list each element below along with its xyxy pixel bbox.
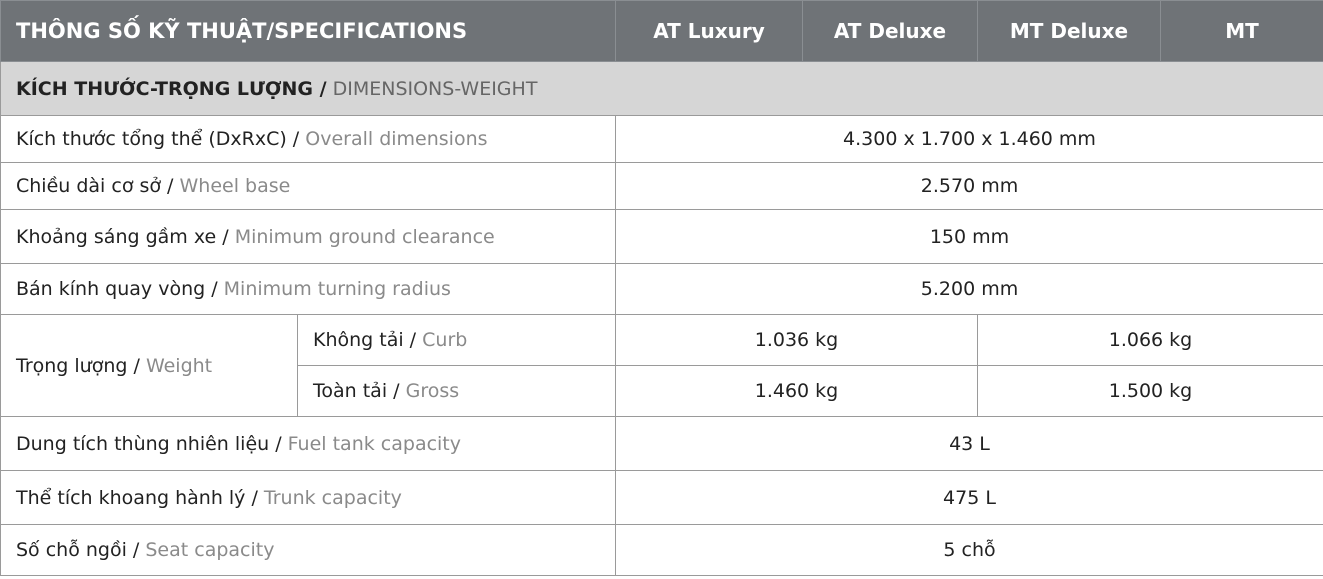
label-vi: Không tải / — [313, 329, 417, 351]
gross-value-mt: 1.500 kg — [978, 366, 1323, 417]
label-vi: Toàn tải / — [313, 380, 400, 402]
label-vi: Dung tích thùng nhiên liệu / — [16, 432, 282, 455]
label-vi: Chiều dài cơ sở / — [16, 175, 174, 197]
row-value: 5 chỗ — [616, 525, 1323, 576]
label-vi: Trọng lượng / — [16, 354, 140, 377]
table-row — [1, 264, 1323, 315]
label-vi: Khoảng sáng gầm xe / — [16, 225, 229, 248]
label-en: Weight — [145, 354, 213, 377]
row-value: 5.200 mm — [616, 264, 1323, 315]
table-row — [1, 210, 1323, 264]
row-value: 4.300 x 1.700 x 1.460 mm — [616, 116, 1323, 163]
header-row — [1, 1, 1323, 62]
row-label — [1, 210, 616, 264]
spec-title: THÔNG SỐ KỸ THUẬT/SPECIFICATIONS — [1, 1, 616, 62]
label-en: Overall dimensions — [305, 128, 488, 150]
row-value: 43 L — [616, 417, 1323, 471]
label-en: Minimum turning radius — [223, 278, 451, 300]
label-en: Minimum ground clearance — [234, 225, 495, 248]
label-en: Wheel base — [179, 175, 291, 197]
label-en: Curb — [422, 329, 468, 351]
col-at-deluxe: AT Deluxe — [803, 1, 978, 62]
section-title-vi: KÍCH THƯỚC-TRỌNG LƯỢNG / — [16, 77, 327, 100]
label-en: Trunk capacity — [263, 486, 402, 509]
curb-value-at: 1.036 kg — [616, 315, 978, 366]
section-title — [1, 62, 1323, 116]
row-value: 150 mm — [616, 210, 1323, 264]
label-en: Gross — [405, 380, 460, 402]
curb-value-mt: 1.066 kg — [978, 315, 1323, 366]
label-vi: Kích thước tổng thể (DxRxC) / — [16, 128, 300, 150]
row-label — [1, 471, 616, 525]
label-en: Seat capacity — [145, 539, 275, 561]
section-row — [1, 62, 1323, 116]
label-en: Fuel tank capacity — [287, 432, 462, 455]
table-row — [1, 417, 1323, 471]
table-row — [1, 471, 1323, 525]
col-mt: MT — [1161, 1, 1323, 62]
col-mt-deluxe: MT Deluxe — [978, 1, 1161, 62]
section-title-en: DIMENSIONS-WEIGHT — [332, 77, 538, 100]
col-at-luxury: AT Luxury — [616, 1, 803, 62]
table-row — [1, 163, 1323, 210]
table-row — [1, 315, 1323, 366]
label-vi: Thể tích khoang hành lý / — [16, 486, 258, 509]
weight-label — [1, 315, 298, 417]
row-value: 2.570 mm — [616, 163, 1323, 210]
row-label — [1, 116, 616, 163]
table-row — [1, 525, 1323, 576]
row-label — [1, 525, 616, 576]
label-vi: Bán kính quay vòng / — [16, 278, 218, 300]
row-label — [1, 417, 616, 471]
curb-label — [298, 315, 616, 366]
gross-label — [298, 366, 616, 417]
row-label — [1, 264, 616, 315]
row-value: 475 L — [616, 471, 1323, 525]
table-row — [1, 116, 1323, 163]
gross-value-at: 1.460 kg — [616, 366, 978, 417]
label-vi: Số chỗ ngồi / — [16, 539, 140, 561]
row-label — [1, 163, 616, 210]
